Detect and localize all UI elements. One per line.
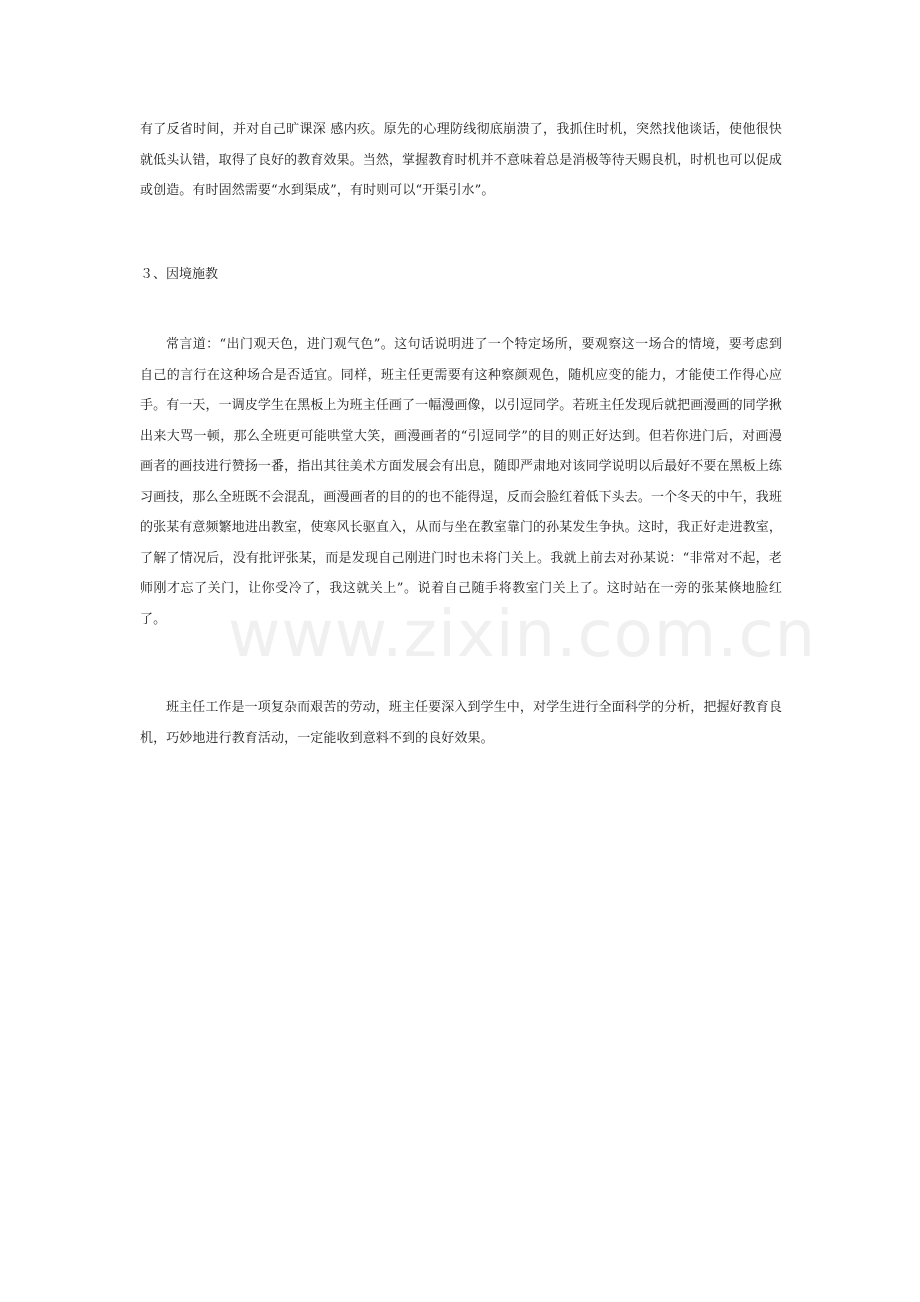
watermark: www.zixin.com.cn	[228, 598, 817, 672]
paragraph-conclusion: 班主任工作是一项复杂而艰苦的劳动，班主任要深入到学生中，对学生进行全面科学的分析，把握好教育良机，巧妙地进行教育活动，一定能收到意料不到的良好效果。	[140, 700, 782, 746]
section-heading: ３、因境施教	[140, 267, 219, 282]
paragraph-body: 常言道：“出门观天色，进门观气色”。这句话说明进了一个特定场所，要观察这一场合的情境，要考虑到自己的言行在这种场合是否适宜。同样，班主任更需要有这种察颜观色，随机应变的能力，才能使工作得心应手。有一天，一调皮学生在黑板上为班主任画了一幅漫画像，以引逗同学。若班主任发现后就把画漫画的同学揪出来大骂一顿，那么全班更可能哄堂大笑，画漫画者的“引逗同学”的目的则正好达到。但若你进门后，对画漫画者的画技进行赞扬一番，指出其往美术方面发展会有出息，随即严肃地对该同学说明以后最好不要在黑板上练习画技，那么全班既不会混乱，画漫画者的目的的也不能得逞，反而会脸红着低下头去。一个冬天的中午，我班的张某有意频繁地进出教室，使寒风长驱直入，从而与坐在教室靠门的孙某发生争执。这时，我正好走进教室，了解了情况后，没有批评张某，而是发现自己刚进门时也未将门关上。我就上前去对孙某说：“非常对不起，老师刚才忘了关门，让你受冷了，我这就关上”。说着自己随手将教室门关上了。这时站在一旁的张某倏地脸红了。	[140, 337, 782, 627]
paragraph-continuation: 有了反省时间，并对自己旷课深 感内疚。原先的心理防线彻底崩溃了，我抓住时机，突然找他谈话，使他很快就低头认错，取得了良好的教育效果。当然，掌握教育时机并不意味着总是消极等待天赐良机，时机也可以促成或创造。有时固然需要“水到渠成”，有时则可以“开渠引水”。	[140, 122, 782, 198]
